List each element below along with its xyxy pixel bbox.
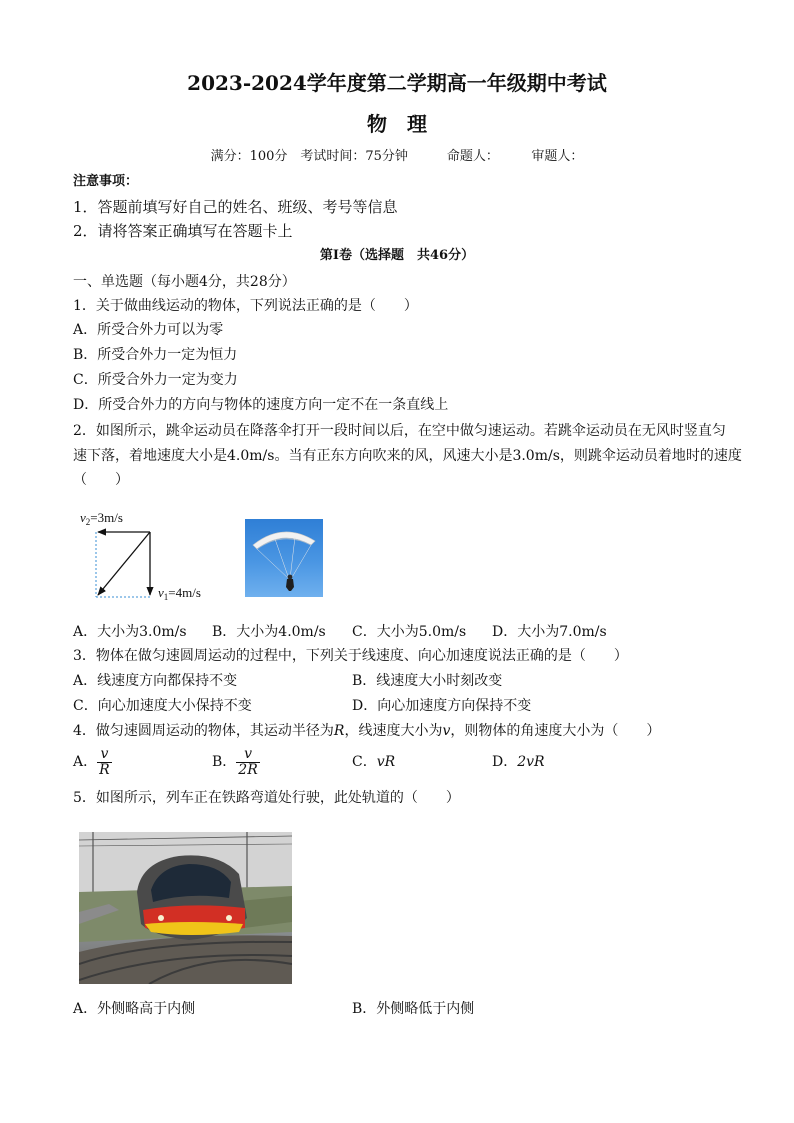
question-2-option: C．大小为5.0m/s <box>352 624 467 640</box>
fraction: $\frac{v}{R}$ <box>99 745 110 778</box>
v2-label: $v_2=3m/s$ <box>80 510 123 527</box>
notice-item: 1．答题前填写好自己的姓名、班级、考号等信息 <box>73 198 398 216</box>
question-2-stem: 2．如图所示，跳伞运动员在降落伞打开一段时间以后，在空中做匀速运动。若跳伞运动员在无风时竖直匀 <box>73 423 726 439</box>
notice-item: 2．请将答案正确填写在答题卡上 <box>73 222 293 240</box>
exam-title: 2023-2024学年度第二学期高一年级期中考试 <box>187 71 607 95</box>
jumper-head <box>288 575 293 580</box>
question-4-option-c: C．vR <box>352 754 396 770</box>
question-2-stem: （ ） <box>73 472 129 488</box>
question-1-option: C．所受合外力一定为变力 <box>73 372 238 388</box>
question-2-stem: 速下落，着地速度大小是4.0m/s。当有正东方向吹来的风，风速大小是3.0m/s，则跳伞运动员着地时的速度 <box>73 448 742 464</box>
parachute-line <box>257 549 289 579</box>
question-1-option: A．所受合外力可以为零 <box>73 322 224 338</box>
question-2-option: A．大小为3.0m/s <box>73 624 187 640</box>
question-4-option-b: B． $\frac{v}{2R}$ <box>212 745 258 778</box>
fraction: $\frac{v}{2R}$ <box>238 745 258 778</box>
question-2-option: B．大小为4.0m/s <box>212 624 326 640</box>
question-4-option-a: A． $\frac{v}{R}$ <box>73 745 110 778</box>
jumper-body <box>286 579 294 591</box>
question-4-stem: 4．做匀速圆周运动的物体，其运动半径为R，线速度大小为v，则物体的角速度大小为（ ） <box>73 723 661 739</box>
train-illustration <box>79 832 292 984</box>
question-3-option: A．线速度方向都保持不变 <box>73 673 238 689</box>
velocity-vector-svg <box>76 505 216 605</box>
question-1-option: D．所受合外力的方向与物体的速度方向一定不在一条直线上 <box>73 397 449 413</box>
parachute-line <box>275 539 289 579</box>
question-2-option: D．大小为7.0m/s <box>492 624 607 640</box>
parachute-line <box>290 537 295 579</box>
section-title: 第Ⅰ卷（选择题 共46分） <box>319 248 475 263</box>
subject-title: 物 理 <box>367 112 427 136</box>
question-3-stem: 3．物体在做匀速圆周运动的过程中，下列关于线速度、向心加速度说法正确的是（ ） <box>73 648 628 664</box>
parachute-line <box>291 545 311 579</box>
question-3-option: B．线速度大小时刻改变 <box>352 673 503 689</box>
parachutist-illustration <box>245 519 323 597</box>
question-4-option-d: D．2vR <box>492 754 545 770</box>
question-1-option: B．所受合外力一定为恒力 <box>73 347 238 363</box>
parachute-canopy <box>253 532 315 549</box>
resultant-velocity-arrow <box>98 532 150 595</box>
notice-heading: 注意事项： <box>73 174 139 189</box>
exam-info: 满分：100分 考试时间：75分钟 命题人： 审题人： <box>210 149 584 164</box>
question-5-option: A．外侧略高于内侧 <box>73 1001 196 1017</box>
question-3-option: C．向心加速度大小保持不变 <box>73 698 252 714</box>
part-title: 一、单选题（每小题4分，共28分） <box>73 274 296 290</box>
train-yellow-nose <box>145 922 243 935</box>
train-headlight <box>158 915 164 921</box>
question-5-stem: 5．如图所示，列车正在铁路弯道处行驶，此处轨道的（ ） <box>73 790 460 806</box>
train-headlight <box>226 915 232 921</box>
question-3-option: D．向心加速度方向保持不变 <box>352 698 532 714</box>
v1-label: $v_1=4m/s$ <box>158 585 201 602</box>
velocity-vector-diagram <box>76 505 216 605</box>
question-1-stem: 1．关于做曲线运动的物体，下列说法正确的是（ ） <box>73 298 418 314</box>
question-5-option: B．外侧略低于内侧 <box>352 1001 475 1017</box>
train-photo <box>79 832 292 984</box>
parachutist-photo <box>245 519 323 597</box>
